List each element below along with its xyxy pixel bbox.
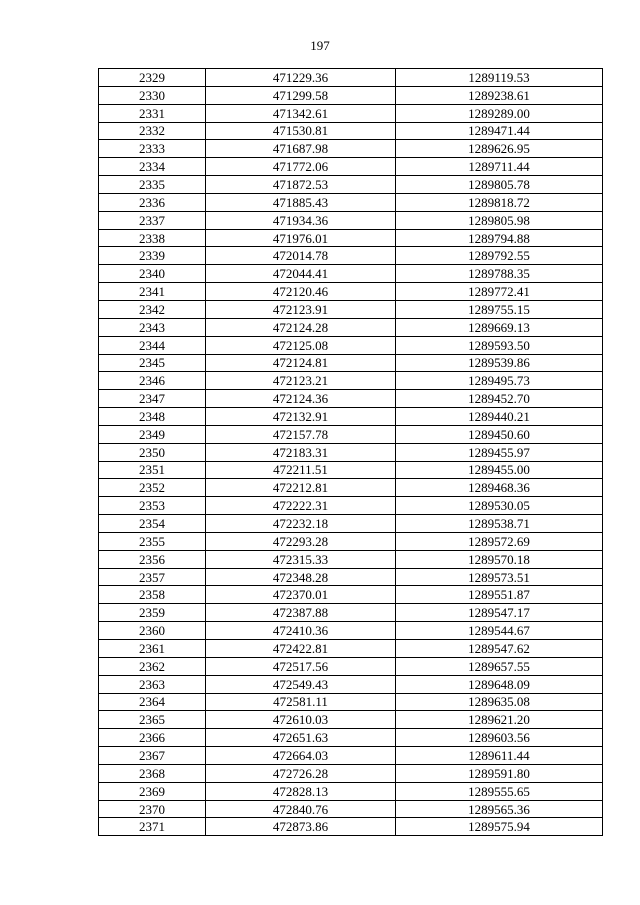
x-coordinate-cell: 472726.28 bbox=[206, 764, 396, 782]
x-coordinate-cell: 472873.86 bbox=[206, 818, 396, 836]
table-row bbox=[99, 622, 603, 640]
x-coordinate-cell: 472120.46 bbox=[206, 283, 396, 301]
point-number-cell: 2330 bbox=[99, 86, 206, 104]
table-row bbox=[99, 372, 603, 390]
x-coordinate-cell: 472014.78 bbox=[206, 247, 396, 265]
y-coordinate-cell: 1289547.62 bbox=[396, 640, 603, 658]
y-coordinate-cell: 1289119.53 bbox=[396, 69, 603, 87]
y-coordinate-cell: 1289635.08 bbox=[396, 693, 603, 711]
table-row bbox=[99, 122, 603, 140]
x-coordinate-cell: 472315.33 bbox=[206, 550, 396, 568]
point-number-cell: 2349 bbox=[99, 425, 206, 443]
point-number-cell: 2359 bbox=[99, 604, 206, 622]
point-number-cell: 2357 bbox=[99, 568, 206, 586]
x-coordinate-cell: 472651.63 bbox=[206, 729, 396, 747]
table-row bbox=[99, 568, 603, 586]
y-coordinate-cell: 1289805.98 bbox=[396, 211, 603, 229]
y-coordinate-cell: 1289772.41 bbox=[396, 283, 603, 301]
table-row bbox=[99, 229, 603, 247]
x-coordinate-cell: 472125.08 bbox=[206, 336, 396, 354]
table-row bbox=[99, 86, 603, 104]
y-coordinate-cell: 1289450.60 bbox=[396, 425, 603, 443]
point-number-cell: 2343 bbox=[99, 318, 206, 336]
y-coordinate-cell: 1289565.36 bbox=[396, 800, 603, 818]
y-coordinate-cell: 1289621.20 bbox=[396, 711, 603, 729]
point-number-cell: 2361 bbox=[99, 640, 206, 658]
x-coordinate-cell: 472212.81 bbox=[206, 479, 396, 497]
table-row bbox=[99, 550, 603, 568]
y-coordinate-cell: 1289289.00 bbox=[396, 104, 603, 122]
point-number-cell: 2368 bbox=[99, 764, 206, 782]
table-row bbox=[99, 443, 603, 461]
table-row bbox=[99, 586, 603, 604]
x-coordinate-cell: 472183.31 bbox=[206, 443, 396, 461]
x-coordinate-cell: 472517.56 bbox=[206, 657, 396, 675]
x-coordinate-cell: 471687.98 bbox=[206, 140, 396, 158]
y-coordinate-cell: 1289495.73 bbox=[396, 372, 603, 390]
y-coordinate-cell: 1289572.69 bbox=[396, 532, 603, 550]
x-coordinate-cell: 471885.43 bbox=[206, 193, 396, 211]
table-row bbox=[99, 408, 603, 426]
point-number-cell: 2339 bbox=[99, 247, 206, 265]
point-number-cell: 2354 bbox=[99, 515, 206, 533]
point-number-cell: 2333 bbox=[99, 140, 206, 158]
x-coordinate-cell: 472157.78 bbox=[206, 425, 396, 443]
point-number-cell: 2338 bbox=[99, 229, 206, 247]
table-row bbox=[99, 318, 603, 336]
point-number-cell: 2362 bbox=[99, 657, 206, 675]
point-number-cell: 2334 bbox=[99, 158, 206, 176]
y-coordinate-cell: 1289603.56 bbox=[396, 729, 603, 747]
x-coordinate-cell: 471229.36 bbox=[206, 69, 396, 87]
point-number-cell: 2369 bbox=[99, 782, 206, 800]
y-coordinate-cell: 1289538.71 bbox=[396, 515, 603, 533]
point-number-cell: 2340 bbox=[99, 265, 206, 283]
point-number-cell: 2346 bbox=[99, 372, 206, 390]
table-row bbox=[99, 800, 603, 818]
y-coordinate-cell: 1289593.50 bbox=[396, 336, 603, 354]
x-coordinate-cell: 471934.36 bbox=[206, 211, 396, 229]
point-number-cell: 2337 bbox=[99, 211, 206, 229]
table-row bbox=[99, 693, 603, 711]
table-row bbox=[99, 336, 603, 354]
x-coordinate-cell: 471342.61 bbox=[206, 104, 396, 122]
table-row bbox=[99, 604, 603, 622]
x-coordinate-cell: 472664.03 bbox=[206, 747, 396, 765]
point-number-cell: 2364 bbox=[99, 693, 206, 711]
y-coordinate-cell: 1289591.80 bbox=[396, 764, 603, 782]
y-coordinate-cell: 1289669.13 bbox=[396, 318, 603, 336]
y-coordinate-cell: 1289794.88 bbox=[396, 229, 603, 247]
x-coordinate-cell: 472044.41 bbox=[206, 265, 396, 283]
point-number-cell: 2331 bbox=[99, 104, 206, 122]
table-row bbox=[99, 675, 603, 693]
table-row bbox=[99, 69, 603, 87]
point-number-cell: 2335 bbox=[99, 176, 206, 194]
y-coordinate-cell: 1289648.09 bbox=[396, 675, 603, 693]
point-number-cell: 2356 bbox=[99, 550, 206, 568]
point-number-cell: 2332 bbox=[99, 122, 206, 140]
x-coordinate-cell: 472549.43 bbox=[206, 675, 396, 693]
y-coordinate-cell: 1289468.36 bbox=[396, 479, 603, 497]
y-coordinate-cell: 1289788.35 bbox=[396, 265, 603, 283]
y-coordinate-cell: 1289611.44 bbox=[396, 747, 603, 765]
x-coordinate-cell: 472410.36 bbox=[206, 622, 396, 640]
x-coordinate-cell: 472132.91 bbox=[206, 408, 396, 426]
y-coordinate-cell: 1289452.70 bbox=[396, 390, 603, 408]
x-coordinate-cell: 472222.31 bbox=[206, 497, 396, 515]
y-coordinate-cell: 1289544.67 bbox=[396, 622, 603, 640]
point-number-cell: 2365 bbox=[99, 711, 206, 729]
point-number-cell: 2367 bbox=[99, 747, 206, 765]
y-coordinate-cell: 1289573.51 bbox=[396, 568, 603, 586]
point-number-cell: 2360 bbox=[99, 622, 206, 640]
table-row bbox=[99, 425, 603, 443]
point-number-cell: 2348 bbox=[99, 408, 206, 426]
point-number-cell: 2347 bbox=[99, 390, 206, 408]
y-coordinate-cell: 1289471.44 bbox=[396, 122, 603, 140]
y-coordinate-cell: 1289657.55 bbox=[396, 657, 603, 675]
point-number-cell: 2342 bbox=[99, 300, 206, 318]
x-coordinate-cell: 472124.28 bbox=[206, 318, 396, 336]
x-coordinate-cell: 472610.03 bbox=[206, 711, 396, 729]
table-row bbox=[99, 640, 603, 658]
x-coordinate-cell: 472123.91 bbox=[206, 300, 396, 318]
point-number-cell: 2329 bbox=[99, 69, 206, 87]
y-coordinate-cell: 1289455.00 bbox=[396, 461, 603, 479]
y-coordinate-cell: 1289455.97 bbox=[396, 443, 603, 461]
coordinate-table-body bbox=[99, 69, 603, 836]
table-row bbox=[99, 461, 603, 479]
table-row bbox=[99, 532, 603, 550]
y-coordinate-cell: 1289818.72 bbox=[396, 193, 603, 211]
y-coordinate-cell: 1289626.95 bbox=[396, 140, 603, 158]
table-row bbox=[99, 247, 603, 265]
x-coordinate-cell: 471772.06 bbox=[206, 158, 396, 176]
y-coordinate-cell: 1289755.15 bbox=[396, 300, 603, 318]
table-row bbox=[99, 479, 603, 497]
point-number-cell: 2351 bbox=[99, 461, 206, 479]
y-coordinate-cell: 1289575.94 bbox=[396, 818, 603, 836]
table-row bbox=[99, 104, 603, 122]
x-coordinate-cell: 472124.36 bbox=[206, 390, 396, 408]
x-coordinate-cell: 471530.81 bbox=[206, 122, 396, 140]
table-row bbox=[99, 515, 603, 533]
point-number-cell: 2345 bbox=[99, 354, 206, 372]
x-coordinate-cell: 472293.28 bbox=[206, 532, 396, 550]
point-number-cell: 2336 bbox=[99, 193, 206, 211]
y-coordinate-cell: 1289440.21 bbox=[396, 408, 603, 426]
y-coordinate-cell: 1289547.17 bbox=[396, 604, 603, 622]
y-coordinate-cell: 1289530.05 bbox=[396, 497, 603, 515]
x-coordinate-cell: 472581.11 bbox=[206, 693, 396, 711]
point-number-cell: 2358 bbox=[99, 586, 206, 604]
point-number-cell: 2352 bbox=[99, 479, 206, 497]
point-number-cell: 2341 bbox=[99, 283, 206, 301]
x-coordinate-cell: 472232.18 bbox=[206, 515, 396, 533]
table-row bbox=[99, 176, 603, 194]
table-row bbox=[99, 193, 603, 211]
y-coordinate-cell: 1289805.78 bbox=[396, 176, 603, 194]
table-row bbox=[99, 782, 603, 800]
x-coordinate-cell: 472124.81 bbox=[206, 354, 396, 372]
table-row bbox=[99, 657, 603, 675]
x-coordinate-cell: 471976.01 bbox=[206, 229, 396, 247]
y-coordinate-cell: 1289551.87 bbox=[396, 586, 603, 604]
table-row bbox=[99, 729, 603, 747]
table-row bbox=[99, 158, 603, 176]
y-coordinate-cell: 1289792.55 bbox=[396, 247, 603, 265]
x-coordinate-cell: 472348.28 bbox=[206, 568, 396, 586]
page-number: 197 bbox=[310, 38, 330, 53]
point-number-cell: 2350 bbox=[99, 443, 206, 461]
table-row bbox=[99, 818, 603, 836]
table-row bbox=[99, 300, 603, 318]
table-row bbox=[99, 283, 603, 301]
y-coordinate-cell: 1289555.65 bbox=[396, 782, 603, 800]
point-number-cell: 2363 bbox=[99, 675, 206, 693]
table-row bbox=[99, 140, 603, 158]
x-coordinate-cell: 471299.58 bbox=[206, 86, 396, 104]
y-coordinate-cell: 1289711.44 bbox=[396, 158, 603, 176]
x-coordinate-cell: 472123.21 bbox=[206, 372, 396, 390]
table-row bbox=[99, 764, 603, 782]
table-row bbox=[99, 747, 603, 765]
point-number-cell: 2366 bbox=[99, 729, 206, 747]
y-coordinate-cell: 1289238.61 bbox=[396, 86, 603, 104]
x-coordinate-cell: 472840.76 bbox=[206, 800, 396, 818]
point-number-cell: 2355 bbox=[99, 532, 206, 550]
coordinate-table bbox=[98, 68, 603, 836]
table-row bbox=[99, 497, 603, 515]
x-coordinate-cell: 472211.51 bbox=[206, 461, 396, 479]
x-coordinate-cell: 472387.88 bbox=[206, 604, 396, 622]
y-coordinate-cell: 1289539.86 bbox=[396, 354, 603, 372]
point-number-cell: 2344 bbox=[99, 336, 206, 354]
y-coordinate-cell: 1289570.18 bbox=[396, 550, 603, 568]
table-row bbox=[99, 390, 603, 408]
x-coordinate-cell: 472828.13 bbox=[206, 782, 396, 800]
table-row bbox=[99, 711, 603, 729]
x-coordinate-cell: 472370.01 bbox=[206, 586, 396, 604]
x-coordinate-cell: 471872.53 bbox=[206, 176, 396, 194]
table-row bbox=[99, 211, 603, 229]
x-coordinate-cell: 472422.81 bbox=[206, 640, 396, 658]
table-row bbox=[99, 265, 603, 283]
point-number-cell: 2353 bbox=[99, 497, 206, 515]
point-number-cell: 2371 bbox=[99, 818, 206, 836]
table-row bbox=[99, 354, 603, 372]
point-number-cell: 2370 bbox=[99, 800, 206, 818]
